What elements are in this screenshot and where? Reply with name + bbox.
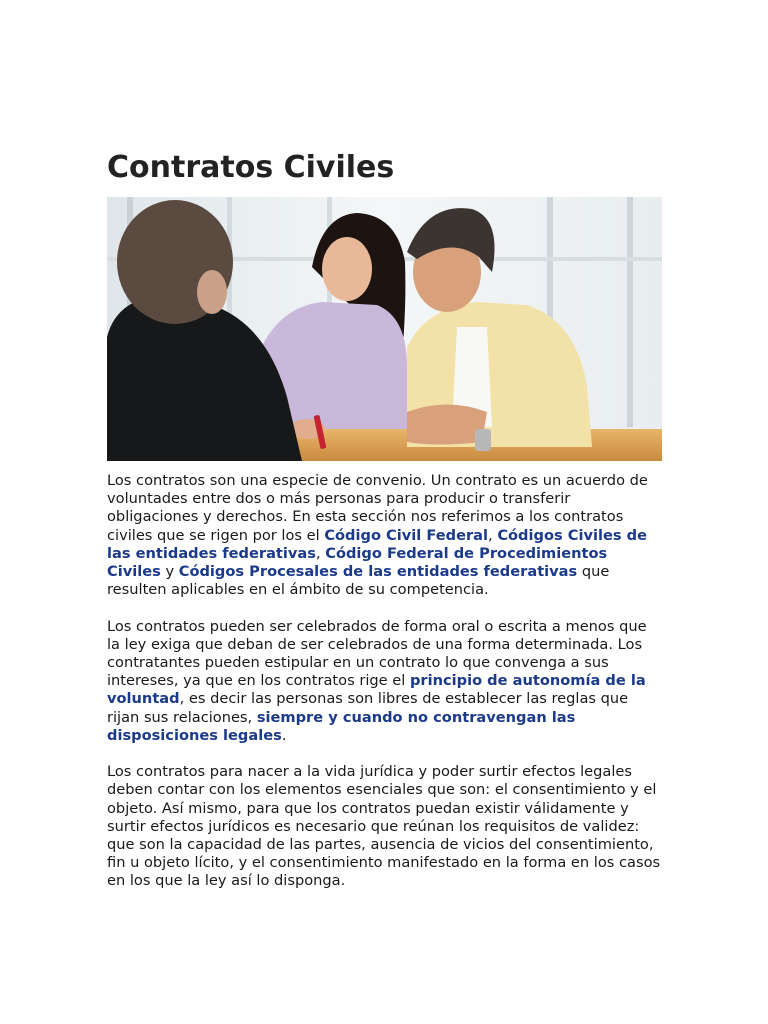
paragraph-text: , es decir las personas son libres de establecer las reglas que rijan sus relaciones,: [107, 690, 629, 726]
article-body: [107, 472, 663, 909]
paragraph: [107, 472, 663, 599]
link-codigos-civiles-entidades[interactable]: Códigos Civiles de las entidades federativas: [107, 526, 647, 562]
contract-signing-photo: [107, 197, 662, 461]
paragraph-text: Los contratos pueden ser celebrados de forma oral o escrita a menos que la ley exiga que deban de ser celebrados de una forma determinada. Los contratantes pueden estipular en un contrato lo que convenga a sus intereses, ya que en los contratos rige el: [107, 617, 647, 690]
link-disposiciones-legales[interactable]: siempre y cuando no contravengan las disposiciones legales: [107, 708, 576, 744]
link-codigos-procesales-entidades[interactable]: Códigos Procesales de las entidades federativas: [178, 563, 578, 581]
link-codigo-civil-federal[interactable]: Código Civil Federal: [324, 526, 489, 544]
paragraph-text: .: [281, 726, 287, 744]
paragraph-text: que resulten aplicables en el ámbito de su competencia.: [107, 563, 610, 599]
paragraph: [107, 763, 663, 890]
link-principio-autonomia[interactable]: principio de autonomía de la voluntad: [107, 672, 646, 708]
paragraph-text: ,: [488, 526, 498, 544]
paragraph-text: y: [160, 563, 179, 581]
page-title: Contratos Civiles: [107, 150, 395, 185]
paragraph-text: Los contratos son una especie de convenio. Un contrato es un acuerdo de voluntades entre dos o más personas para producir o transferir obligaciones y derechos. En esta sección nos referimos a los contratos civiles que se rigen por los el: [107, 472, 648, 544]
paragraph: [107, 618, 663, 745]
paragraph-text: ,: [315, 544, 326, 562]
paragraph-text: Los contratos para nacer a la vida jurídica y poder surtir efectos legales deben contar con los elementos esenciales que son: el consentimiento y el objeto. Así mismo, para que los contratos puedan existir válidamente y surtir efectos jurídicos es necesario que reúnan los requisitos de validez: que son la capacidad de las partes, ausencia de vicios del consentimiento, fin u objeto lícito, y el consentimiento manifestado en la forma en los casos en los que la ley así lo disponga.: [107, 763, 661, 890]
link-codigo-federal-procedimientos-civiles[interactable]: Código Federal de Procedimientos Civiles: [107, 544, 608, 581]
